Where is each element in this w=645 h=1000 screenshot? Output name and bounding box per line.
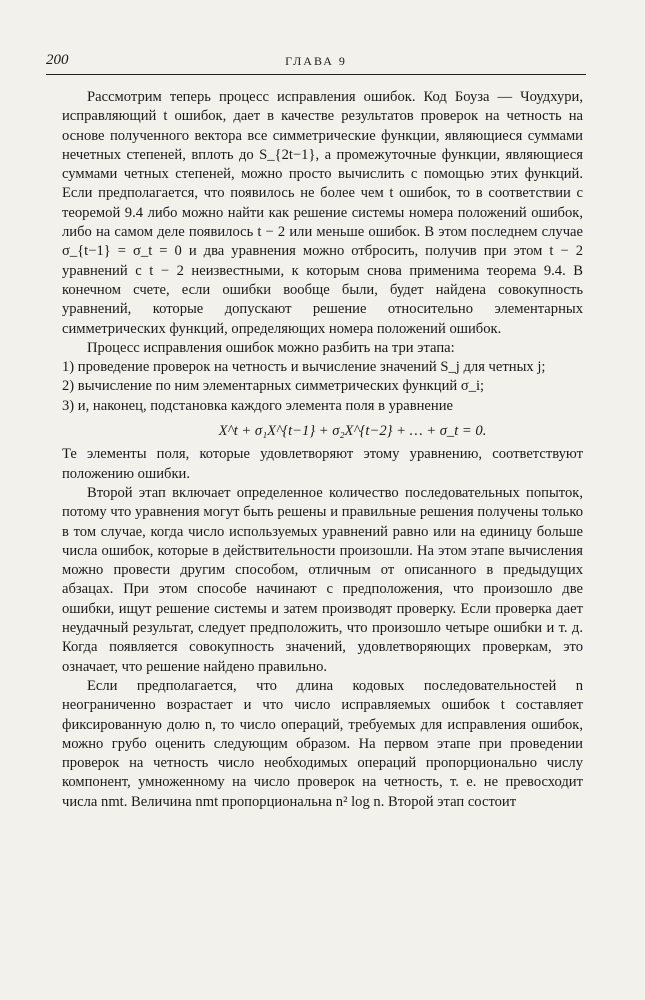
error-locator-equation: X^t + σ₁X^{t−1} + σ₂X^{t−2} + … + σ_t = 0. [218, 423, 487, 440]
page-number: 200 [46, 52, 69, 68]
page-body [62, 88, 583, 812]
paragraph-second-stage: Второй этап включает определенное количество последовательных попыток, потому что уравнения могут быть решены и правильные решения получены только в том случае, когда число используемых уравнений равно или на единицу больше числа ошибок, которые в действительности произошли. На этом этапе вычисления можно провести другим способом, отличным от описанного в предыдущих абзацах. При этом способе начинают с предположения, что произошло две ошибки, ищут решение системы и затем производят проверку. Если проверка дает неудачный результат, следует предположить, что произошло четыре ошибки и т. д. Когда появляется совокупность значений, удовлетворяющих проверкам, это означает, что решение найдено правильно. [62, 484, 583, 675]
list-item-stage-1: 1) проведение проверок на четность и вычисление значений S_j для четных j; [62, 359, 546, 376]
paragraph-field-elements: Те элементы поля, которые удовлетворяют этому уравнению, соответствуют положению ошибки. [62, 446, 583, 482]
list-item-stage-2: 2) вычисление по ним элементарных симметрических функций σ_i; [62, 378, 485, 395]
list-item-stage-3: 3) и, наконец, подстановка каждого элемента поля в уравнение [62, 397, 453, 414]
chapter-title: ГЛАВА 9 [285, 54, 347, 68]
paragraph-error-correction: Рассмотрим теперь процесс исправления ошибок. Код Боуза — Чоудхури, исправляющий t ошибок, дает в качестве результатов проверок на четность на основе полученного вектора все симметрические функции, являющиеся суммами нечетных степеней, вплоть до S_{2t−1}, а промежуточные функции, являющиеся суммами четных степеней, можно просто вычислить с помощью этих функций. Если предполагается, что появилось не более чем t ошибок, то в соответствии с теоремой 9.4 либо можно найти как решение системы номера положений ошибок, либо на самом деле появилось t − 2 или меньше ошибок. В этом последнем случае σ_{t−1} = σ_t = 0 и два уравнения можно отбросить, получив при этом t − 2 уравнений с t − 2 неизвестными, к которым снова применима теорема 9.4. В конечном счете, если ошибки вообще были, будет найдена совокупность уравнений, которые допускают решение относительно элементарных симметрических функций, определяющих номера положений ошибок. [62, 89, 583, 337]
paragraph-stages-intro: Процесс исправления ошибок можно разбить на три этапа: [87, 339, 455, 356]
paragraph-complexity: Если предполагается, что длина кодовых последовательностей n неограниченно возрастает и что число исправляемых ошибок t составляет фиксированную долю n, то число операций, требуемых для исправления ошибок, можно грубо оценить следующим образом. На первом этапе при проведении проверок на четность число необходимых операций пропорционально числу компонент, умноженному на число проверок на четность, т. е. не превосходит числа nmt. Величина nmt пропорциональна n² log n. Второй этап состоит [62, 677, 583, 810]
page-header [46, 52, 586, 75]
